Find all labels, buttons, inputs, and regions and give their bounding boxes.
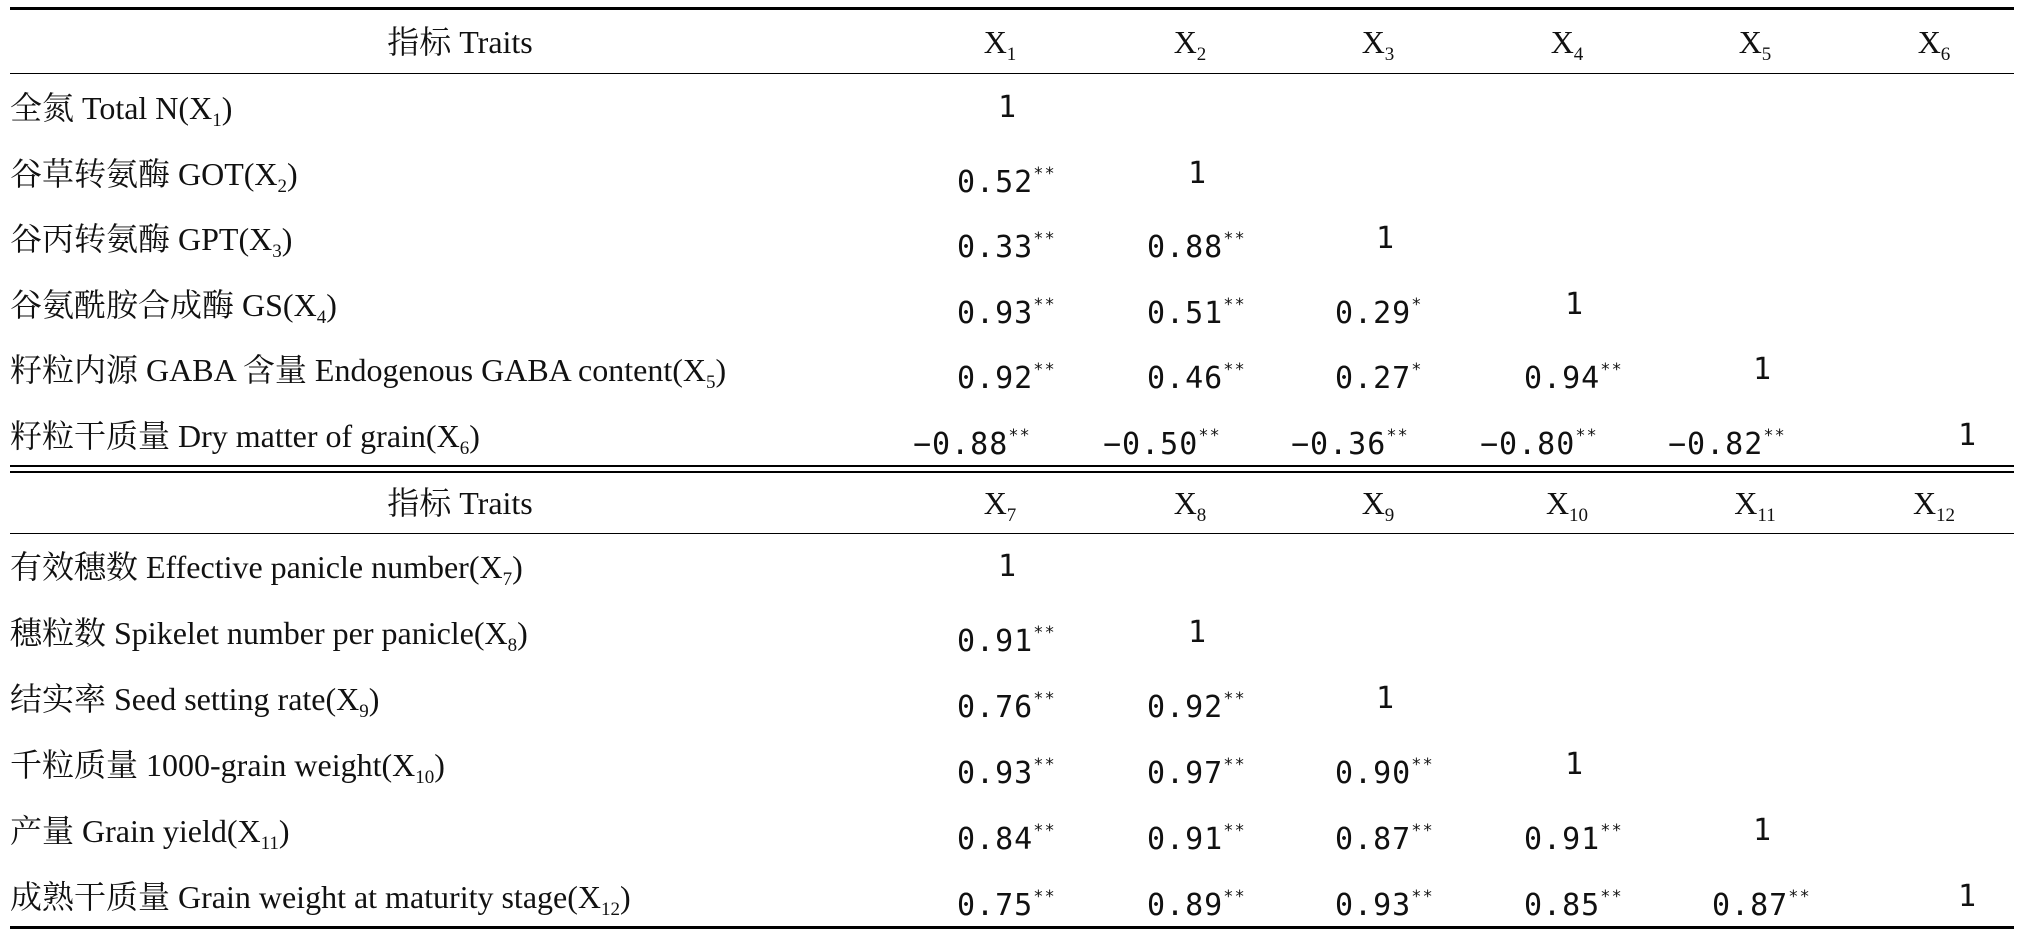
table-row xyxy=(0,735,2024,795)
correlation-value: 1 xyxy=(1565,286,1585,322)
correlation-cell xyxy=(1147,867,1246,927)
significance-mark: ** xyxy=(1600,887,1623,907)
correlation-cell xyxy=(1147,669,1246,729)
trait-label-subscript: 8 xyxy=(507,635,518,656)
significance-mark: ** xyxy=(1198,425,1221,446)
correlation-cell xyxy=(1958,867,1977,927)
trait-label-text: 籽粒内源 GABA 含量 Endogenous GABA content(X xyxy=(10,352,706,388)
trait-label-text: 全氮 Total N(X xyxy=(10,90,213,126)
significance-mark: ** xyxy=(1223,294,1246,315)
correlation-value: 1 xyxy=(998,90,1018,125)
trait-label-text: 千粒质量 1000-grain weight(X xyxy=(10,747,416,783)
col-header-subscript: 3 xyxy=(1384,44,1395,65)
significance-mark: ** xyxy=(1600,360,1623,380)
correlation-cell xyxy=(1376,669,1395,729)
trait-label xyxy=(10,340,726,400)
trait-label-text: 谷氨酰胺合成酶 GS(X xyxy=(10,286,317,323)
correlation-value: 0.88 xyxy=(1147,230,1224,265)
trait-label-close: ) xyxy=(715,352,727,388)
correlation-value: 1 xyxy=(1376,221,1396,256)
col-header-subscript: 12 xyxy=(1936,505,1956,526)
trait-label-close: ) xyxy=(517,615,528,651)
trait-label-subscript: 6 xyxy=(459,437,470,459)
significance-mark: ** xyxy=(1411,887,1434,907)
correlation-value: 0.97 xyxy=(1147,756,1224,791)
correlation-cell xyxy=(1147,801,1246,861)
correlation-value: 0.46 xyxy=(1147,361,1224,396)
significance-mark: ** xyxy=(1763,425,1786,446)
significance-mark: ** xyxy=(1223,755,1246,775)
table-row xyxy=(0,406,2024,466)
significance-mark: ** xyxy=(1033,229,1056,249)
col-header: $X_8$ xyxy=(1173,485,1207,526)
correlation-value: 0.33 xyxy=(957,230,1034,265)
correlation-cell xyxy=(1376,209,1395,269)
col-header: $X_9$ xyxy=(1361,485,1395,526)
col-header: $X_3$ xyxy=(1361,24,1395,65)
col-header-subscript: 9 xyxy=(1384,505,1395,526)
correlation-cell xyxy=(1188,144,1207,204)
correlation-value: 0.84 xyxy=(957,822,1034,857)
significance-mark: ** xyxy=(1788,887,1811,907)
correlation-cell xyxy=(1147,735,1246,795)
trait-label-text: 成熟干质量 Grain weight at maturity stage(X xyxy=(10,879,601,915)
trait-label-subscript: 9 xyxy=(359,701,369,722)
trait-label xyxy=(10,735,445,795)
significance-mark: ** xyxy=(1033,294,1056,315)
significance-mark: ** xyxy=(1386,425,1409,446)
trait-label-close: ) xyxy=(512,549,523,585)
table-row xyxy=(0,669,2024,729)
correlation-cell xyxy=(1147,340,1246,400)
correlation-cell xyxy=(1103,406,1221,466)
significance-mark: ** xyxy=(1033,689,1056,709)
header-rule-2 xyxy=(10,533,2014,534)
col-header: $X_{11}$ xyxy=(1734,485,1776,526)
trait-label-close: ) xyxy=(281,221,293,257)
correlation-cell xyxy=(957,603,1056,663)
correlation-cell xyxy=(957,669,1056,729)
trait-label xyxy=(10,144,298,204)
significance-mark: ** xyxy=(1411,755,1434,775)
correlation-value: 0.92 xyxy=(957,361,1034,396)
correlation-value: −0.50 xyxy=(1103,426,1199,462)
correlation-cell xyxy=(1565,275,1584,335)
traits-header: 指标 Traits xyxy=(387,24,533,60)
trait-label-close: ) xyxy=(469,417,480,454)
trait-label-text: 谷草转氨酶 GOT(X xyxy=(10,155,278,192)
correlation-cell xyxy=(957,275,1056,335)
table-header-row-1 xyxy=(0,12,2024,72)
table-row xyxy=(0,867,2024,927)
trait-label-subscript: 7 xyxy=(502,569,513,590)
correlation-value: 0.93 xyxy=(957,295,1034,331)
correlation-value: 0.87 xyxy=(1335,822,1412,857)
significance-mark: ** xyxy=(1223,360,1246,380)
correlation-cell xyxy=(1524,801,1623,861)
correlation-cell xyxy=(1147,275,1246,335)
table-row xyxy=(0,275,2024,335)
traits-header: 指标 Traits xyxy=(387,485,533,521)
trait-label-subscript: 5 xyxy=(705,372,716,393)
trait-label-subscript: 2 xyxy=(277,175,288,197)
correlation-value: 1 xyxy=(1188,615,1208,650)
table-row xyxy=(0,537,2024,597)
correlation-cell xyxy=(1335,801,1434,861)
correlation-cell xyxy=(957,340,1056,400)
col-header: $X_2$ xyxy=(1173,24,1207,65)
correlation-value: 0.75 xyxy=(957,888,1034,923)
correlation-cell xyxy=(1712,867,1811,927)
significance-mark: ** xyxy=(1033,755,1056,775)
correlation-cell xyxy=(957,735,1056,795)
trait-label-close: ) xyxy=(368,681,380,717)
correlation-cell xyxy=(1753,801,1772,861)
correlation-cell xyxy=(1291,406,1409,466)
trait-label xyxy=(10,867,631,927)
correlation-cell xyxy=(1668,406,1786,466)
col-header: $X_6$ xyxy=(1917,24,1951,65)
correlation-value: 0.94 xyxy=(1524,361,1601,396)
significance-mark: ** xyxy=(1033,887,1056,907)
correlation-cell xyxy=(1958,406,1977,466)
correlation-cell xyxy=(1335,340,1423,400)
correlation-cell xyxy=(957,867,1056,927)
trait-label-text: 籽粒干质量 Dry matter of grain(X xyxy=(10,417,460,454)
trait-label-text: 有效穗数 Effective panicle number(X xyxy=(10,549,503,585)
correlation-value: 1 xyxy=(1753,813,1773,848)
correlation-value: 1 xyxy=(1376,681,1396,716)
correlation-value: 0.87 xyxy=(1712,888,1789,923)
correlation-cell xyxy=(998,537,1017,597)
significance-mark: ** xyxy=(1008,425,1031,446)
significance-mark: ** xyxy=(1223,821,1246,841)
col-header-subscript: 7 xyxy=(1006,505,1017,526)
trait-label-text: 产量 Grain yield(X xyxy=(10,813,261,849)
significance-mark: ** xyxy=(1033,163,1056,184)
significance-mark: ** xyxy=(1223,689,1246,709)
correlation-value: −0.82 xyxy=(1668,426,1764,462)
trait-label-close: ) xyxy=(434,747,445,783)
trait-label xyxy=(10,275,337,335)
trait-label-close: ) xyxy=(620,879,631,915)
correlation-value: 0.29 xyxy=(1335,295,1412,331)
top-rule xyxy=(10,7,2014,10)
correlation-value: 1 xyxy=(998,549,1018,584)
col-header: $X_5$ xyxy=(1738,24,1772,65)
table-row xyxy=(0,603,2024,663)
table-row xyxy=(0,144,2024,204)
significance-mark: ** xyxy=(1600,821,1623,841)
col-header-subscript: 1 xyxy=(1006,44,1017,65)
significance-mark: ** xyxy=(1411,821,1434,841)
header-rule-1 xyxy=(10,73,2014,74)
trait-label-close: ) xyxy=(326,286,337,323)
col-header: $X_{12}$ xyxy=(1912,485,1956,526)
correlation-value: 1 xyxy=(1958,879,1978,914)
correlation-cell xyxy=(913,406,1031,466)
trait-label-subscript: 1 xyxy=(212,110,222,131)
correlation-cell xyxy=(1335,735,1434,795)
table-row xyxy=(0,801,2024,861)
correlation-cell xyxy=(1524,340,1623,400)
col-header-subscript: 5 xyxy=(1761,44,1772,65)
trait-label-subscript: 4 xyxy=(316,306,327,328)
trait-label-close: ) xyxy=(287,155,298,192)
significance-mark: ** xyxy=(1223,229,1246,249)
trait-label xyxy=(10,537,523,597)
trait-label xyxy=(10,801,290,861)
correlation-value: 0.51 xyxy=(1147,295,1224,331)
correlation-value: 1 xyxy=(1753,352,1773,387)
significance-mark: ** xyxy=(1033,360,1056,380)
correlation-cell xyxy=(957,801,1056,861)
trait-label-close: ) xyxy=(278,813,290,849)
correlation-value: 0.93 xyxy=(957,756,1034,791)
col-header-subscript: 4 xyxy=(1573,44,1584,65)
table-row xyxy=(0,340,2024,400)
trait-label xyxy=(10,78,232,138)
col-header: $X_7$ xyxy=(983,485,1017,526)
correlation-cell xyxy=(1147,209,1246,269)
significance-mark: ** xyxy=(1033,623,1056,643)
correlation-cell xyxy=(1524,867,1623,927)
correlation-cell xyxy=(957,209,1056,269)
correlation-cell xyxy=(1335,867,1434,927)
correlation-value: 1 xyxy=(1565,747,1585,782)
correlation-value: 0.91 xyxy=(1524,822,1601,857)
correlation-value: 1 xyxy=(1958,417,1978,453)
significance-mark: * xyxy=(1411,360,1423,380)
col-header-subscript: 11 xyxy=(1757,505,1776,526)
significance-mark: ** xyxy=(1033,821,1056,841)
correlation-value: 0.91 xyxy=(1147,822,1224,857)
significance-mark: * xyxy=(1411,294,1423,315)
trait-label xyxy=(10,669,379,729)
correlation-value: 0.52 xyxy=(957,164,1034,200)
trait-label-text: 谷丙转氨酶 GPT(X xyxy=(10,221,273,257)
correlation-cell xyxy=(998,78,1017,138)
correlation-value: 0.91 xyxy=(957,624,1034,659)
col-header: $X_1$ xyxy=(983,24,1017,65)
correlation-value: 1 xyxy=(1188,155,1208,191)
correlation-cell xyxy=(1565,735,1584,795)
correlation-cell xyxy=(1753,340,1772,400)
correlation-value: 0.85 xyxy=(1524,888,1601,923)
trait-label-subscript: 3 xyxy=(272,241,282,262)
col-header: $X_4$ xyxy=(1550,24,1584,65)
col-header-subscript: 10 xyxy=(1569,505,1589,526)
correlation-value: 0.93 xyxy=(1335,888,1412,923)
correlation-value: −0.80 xyxy=(1480,426,1576,462)
correlation-cell xyxy=(957,144,1056,204)
trait-label-text: 穗粒数 Spikelet number per panicle(X xyxy=(10,615,508,651)
trait-label xyxy=(10,209,292,269)
correlation-value: 0.27 xyxy=(1335,361,1412,396)
col-header: $X_{10}$ xyxy=(1545,485,1589,526)
table-row xyxy=(0,209,2024,269)
correlation-value: −0.36 xyxy=(1291,426,1387,462)
trait-label xyxy=(10,603,528,663)
correlation-cell xyxy=(1480,406,1598,466)
correlation-value: 0.90 xyxy=(1335,756,1412,791)
correlation-cell xyxy=(1188,603,1207,663)
col-header-subscript: 2 xyxy=(1196,44,1207,65)
significance-mark: ** xyxy=(1575,425,1598,446)
trait-label-subscript: 12 xyxy=(601,899,620,920)
table-header-row-2 xyxy=(0,473,2024,533)
correlation-cell xyxy=(1335,275,1423,335)
trait-label-subscript: 11 xyxy=(260,833,279,854)
trait-label-close: ) xyxy=(221,90,233,126)
significance-mark: ** xyxy=(1223,887,1246,907)
table-row xyxy=(0,78,2024,138)
trait-label-subscript: 10 xyxy=(415,767,435,788)
col-header-subscript: 6 xyxy=(1940,44,1951,65)
col-header-subscript: 8 xyxy=(1196,505,1207,526)
correlation-value: 0.92 xyxy=(1147,690,1224,725)
trait-label-text: 结实率 Seed setting rate(X xyxy=(10,681,360,717)
correlation-value: 0.76 xyxy=(957,690,1034,725)
correlation-value: −0.88 xyxy=(913,426,1009,462)
trait-label xyxy=(10,406,480,466)
correlation-value: 0.89 xyxy=(1147,888,1224,923)
